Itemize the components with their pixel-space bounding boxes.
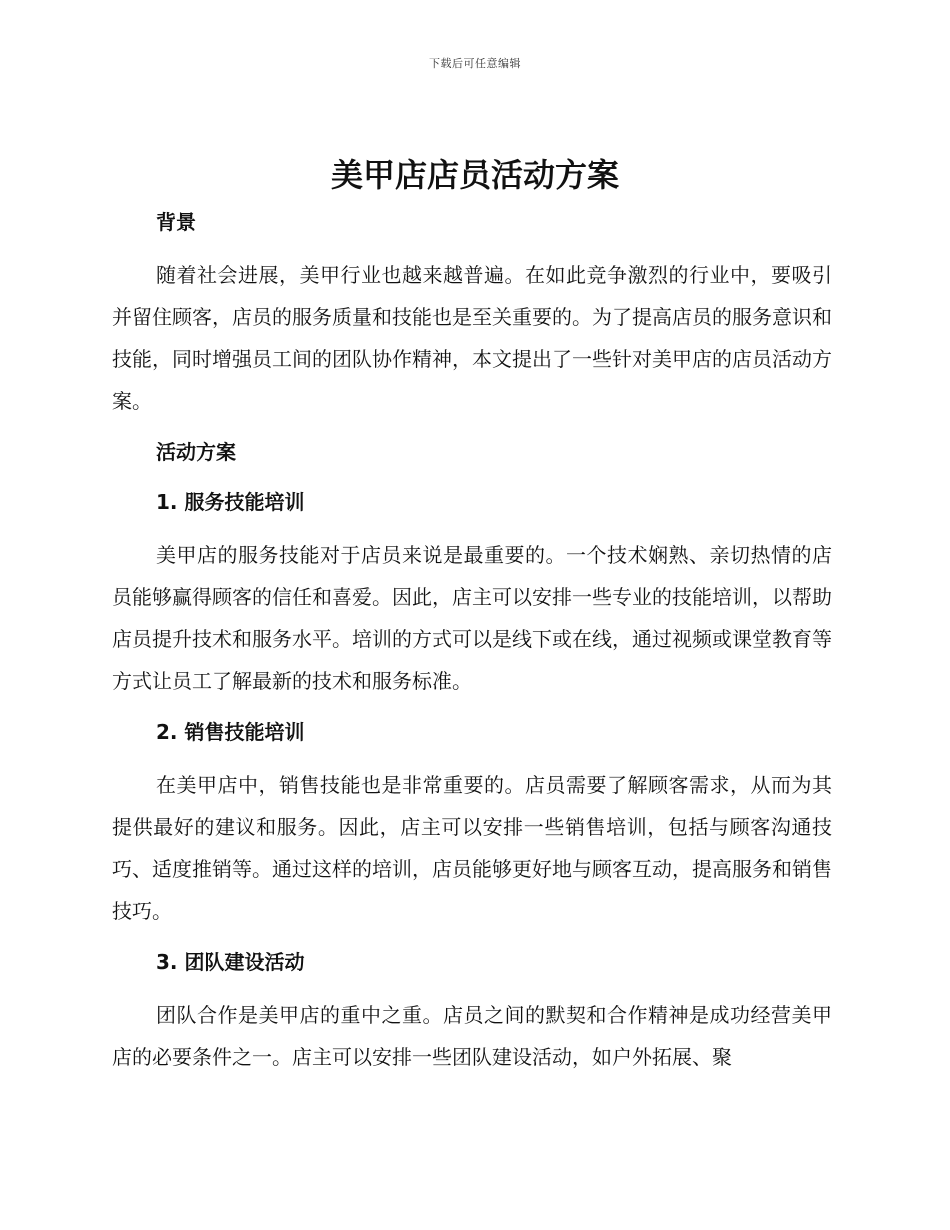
spacer	[112, 932, 832, 944]
spacer	[112, 422, 832, 434]
spacer	[112, 750, 832, 764]
paragraph-background: 随着社会进展，美甲行业也越来越普遍。在如此竞争激烈的行业中，要吸引并留住顾客，店员的服务质量和技能也是至关重要的。为了提高店员的服务意识和技能，同时增强员工间的团队协作精神，本文提出了一些针对美甲店的店员活动方案。	[112, 263, 832, 413]
paragraph-item-3: 团队合作是美甲店的重中之重。店员之间的默契和合作精神是成功经营美甲店的必要条件之一。店主可以安排一些团队建设活动，如户外拓展、聚	[112, 1003, 832, 1069]
document-body	[112, 204, 832, 1078]
paragraph-item-1: 美甲店的服务技能对于店员来说是最重要的。一个技术娴熟、亲切热情的店员能够赢得顾客的信任和喜爱。因此，店主可以安排一些专业的技能培训，以帮助店员提升技术和服务水平。培训的方式可以是线下或在线，通过视频或课堂教育等方式让员工了解最新的技术和服务标准。	[112, 543, 832, 693]
section-heading-background: 背景	[156, 210, 196, 234]
item-heading-1: 1. 服务技能培训	[156, 490, 305, 514]
paragraph-item-2: 在美甲店中，销售技能也是非常重要的。店员需要了解顾客需求，从而为其提供最好的建议和服务。因此，店主可以安排一些销售培训，包括与顾客沟通技巧、适度推销等。通过这样的培训，店员能够更好地与顾客互动，提高服务和销售技巧。	[112, 773, 832, 923]
document-title: 美甲店店员活动方案	[330, 156, 619, 194]
item-heading-2: 2. 销售技能培训	[156, 720, 305, 744]
spacer	[112, 702, 832, 714]
spacer	[112, 240, 832, 254]
spacer	[112, 520, 832, 534]
spacer	[112, 980, 832, 994]
header-note: 下载后可任意编辑	[429, 57, 521, 70]
section-heading-plan: 活动方案	[156, 440, 236, 464]
item-heading-3: 3. 团队建设活动	[156, 950, 305, 974]
spacer	[112, 470, 832, 484]
